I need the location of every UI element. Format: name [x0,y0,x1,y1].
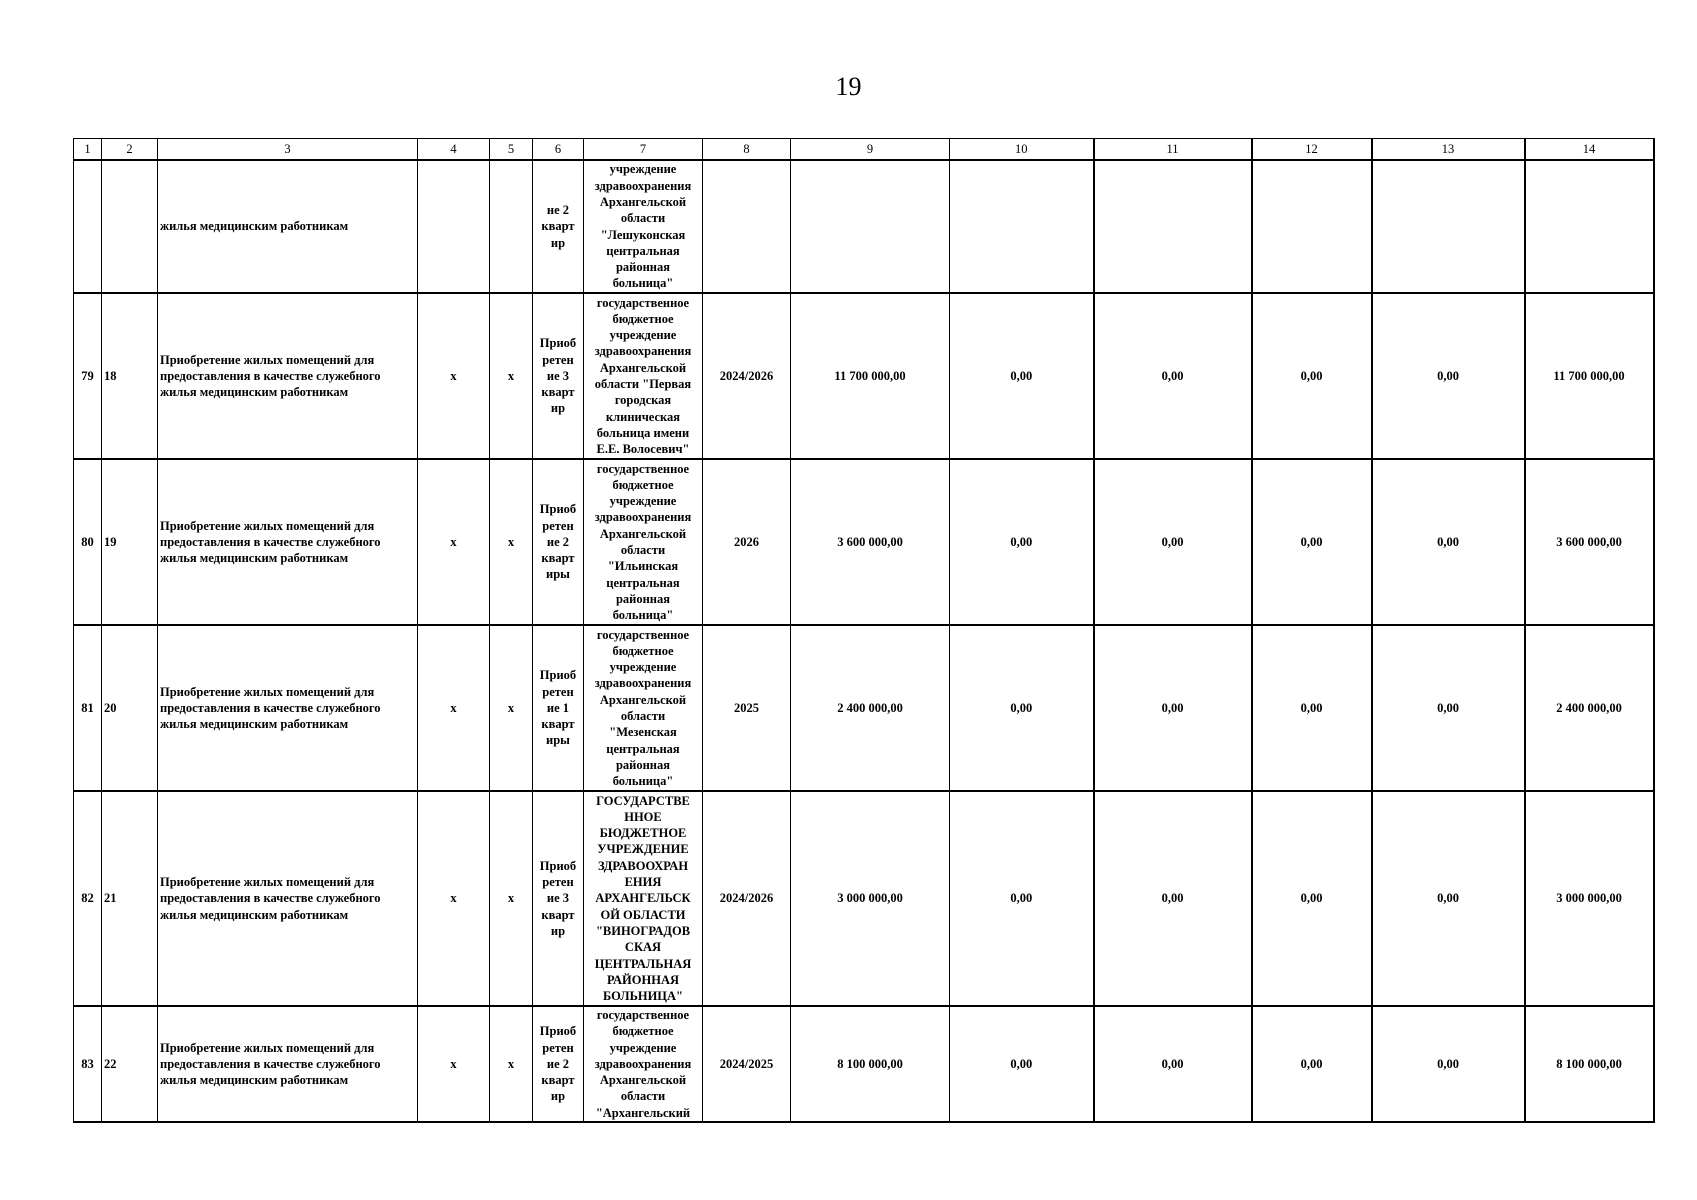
cell-col5 [490,160,533,293]
cell-activity: не 2 кварт ир [533,160,584,293]
cell-col4 [418,160,490,293]
cell-col13 [1372,160,1525,293]
cell-col13: 0,00 [1372,459,1525,625]
cell-col14 [1525,160,1654,293]
cell-col4: х [418,625,490,791]
item-description: Приобретение жилых помещений для предоставления в качестве служебного жилья медицинским работникам [158,459,418,625]
cell-col10: 0,00 [950,1006,1094,1122]
cell-institution: государственное бюджетное учреждение здравоохранения Архангельской области "Первая городская клиническая больница имени Е.Е. Волосевич" [584,293,703,459]
row-number [74,160,102,293]
cell-col10: 0,00 [950,625,1094,791]
cell-period: 2024/2026 [703,791,791,1006]
header-cell: 14 [1525,139,1654,161]
header-cell: 2 [102,139,158,161]
cell-period: 2024/2025 [703,1006,791,1122]
cell-col13: 0,00 [1372,1006,1525,1122]
cell-col4: х [418,293,490,459]
cell-activity: Приоб ретен ие 2 кварт ир [533,1006,584,1122]
row-number: 83 [74,1006,102,1122]
header-cell: 13 [1372,139,1525,161]
item-number: 21 [102,791,158,1006]
cell-col13: 0,00 [1372,791,1525,1006]
table-row [74,160,1654,293]
cell-period: 2026 [703,459,791,625]
data-table [73,138,1655,1123]
cell-activity: Приоб ретен ие 3 кварт ир [533,791,584,1006]
item-description: Приобретение жилых помещений для предоставления в качестве служебного жилья медицинским работникам [158,293,418,459]
header-cell: 9 [791,139,950,161]
cell-col14: 11 700 000,00 [1525,293,1654,459]
cell-col14: 8 100 000,00 [1525,1006,1654,1122]
header-cell: 8 [703,139,791,161]
header-cell: 4 [418,139,490,161]
cell-total [791,160,950,293]
table-row [74,459,1654,625]
row-number: 80 [74,459,102,625]
cell-activity: Приоб ретен ие 3 кварт ир [533,293,584,459]
cell-activity: Приоб ретен ие 1 кварт иры [533,625,584,791]
cell-col14: 3 600 000,00 [1525,459,1654,625]
header-row [74,139,1654,161]
table-row [74,791,1654,1006]
cell-total: 11 700 000,00 [791,293,950,459]
row-number: 82 [74,791,102,1006]
page-number: 19 [835,72,862,101]
cell-col5: х [490,625,533,791]
cell-col10: 0,00 [950,459,1094,625]
cell-col13: 0,00 [1372,625,1525,791]
table-row [74,625,1654,791]
cell-col12 [1252,160,1372,293]
cell-col14: 3 000 000,00 [1525,791,1654,1006]
cell-period [703,160,791,293]
cell-col13: 0,00 [1372,293,1525,459]
item-description: жилья медицинским работникам [158,160,418,293]
header-cell: 5 [490,139,533,161]
table-row [74,1006,1654,1122]
cell-institution: государственное бюджетное учреждение здравоохранения Архангельской области "Ильинская центральная районная больница" [584,459,703,625]
cell-total: 3 000 000,00 [791,791,950,1006]
item-description: Приобретение жилых помещений для предоставления в качестве служебного жилья медицинским работникам [158,791,418,1006]
cell-period: 2025 [703,625,791,791]
cell-col5: х [490,293,533,459]
cell-col12: 0,00 [1252,459,1372,625]
cell-col12: 0,00 [1252,293,1372,459]
cell-col12: 0,00 [1252,625,1372,791]
cell-institution: учреждение здравоохранения Архангельской области "Лешуконская центральная районная больница" [584,160,703,293]
cell-col12: 0,00 [1252,1006,1372,1122]
cell-institution: государственное бюджетное учреждение здравоохранения Архангельской области "Архангельский [584,1006,703,1122]
cell-col11: 0,00 [1094,1006,1252,1122]
header-cell: 6 [533,139,584,161]
cell-col4: х [418,791,490,1006]
item-number [102,160,158,293]
header-cell: 1 [74,139,102,161]
row-number: 79 [74,293,102,459]
cell-col5: х [490,1006,533,1122]
item-number: 19 [102,459,158,625]
cell-col4: х [418,1006,490,1122]
cell-col11: 0,00 [1094,293,1252,459]
table-row [74,293,1654,459]
item-number: 18 [102,293,158,459]
header-cell: 7 [584,139,703,161]
header-cell: 11 [1094,139,1252,161]
cell-total: 8 100 000,00 [791,1006,950,1122]
row-number: 81 [74,625,102,791]
cell-period: 2024/2026 [703,293,791,459]
cell-col11: 0,00 [1094,625,1252,791]
header-cell: 10 [950,139,1094,161]
item-description: Приобретение жилых помещений для предоставления в качестве служебного жилья медицинским работникам [158,625,418,791]
cell-institution: ГОСУДАРСТВЕ ННОЕ БЮДЖЕТНОЕ УЧРЕЖДЕНИЕ ЗДРАВООХРАН ЕНИЯ АРХАНГЕЛЬСК ОЙ ОБЛАСТИ "ВИНОГРАДОВ СКАЯ ЦЕНТРАЛЬНАЯ РАЙОННАЯ БОЛЬНИЦА" [584,791,703,1006]
cell-col5: х [490,459,533,625]
cell-col10: 0,00 [950,293,1094,459]
cell-col11: 0,00 [1094,791,1252,1006]
cell-col11 [1094,160,1252,293]
cell-total: 2 400 000,00 [791,625,950,791]
header-cell: 12 [1252,139,1372,161]
cell-col11: 0,00 [1094,459,1252,625]
cell-total: 3 600 000,00 [791,459,950,625]
item-number: 20 [102,625,158,791]
cell-institution: государственное бюджетное учреждение здравоохранения Архангельской области "Мезенская центральная районная больница" [584,625,703,791]
cell-col12: 0,00 [1252,791,1372,1006]
cell-col4: х [418,459,490,625]
cell-col10 [950,160,1094,293]
item-number: 22 [102,1006,158,1122]
cell-col10: 0,00 [950,791,1094,1006]
header-cell: 3 [158,139,418,161]
cell-col5: х [490,791,533,1006]
item-description: Приобретение жилых помещений для предоставления в качестве служебного жилья медицинским работникам [158,1006,418,1122]
cell-col14: 2 400 000,00 [1525,625,1654,791]
cell-activity: Приоб ретен ие 2 кварт иры [533,459,584,625]
